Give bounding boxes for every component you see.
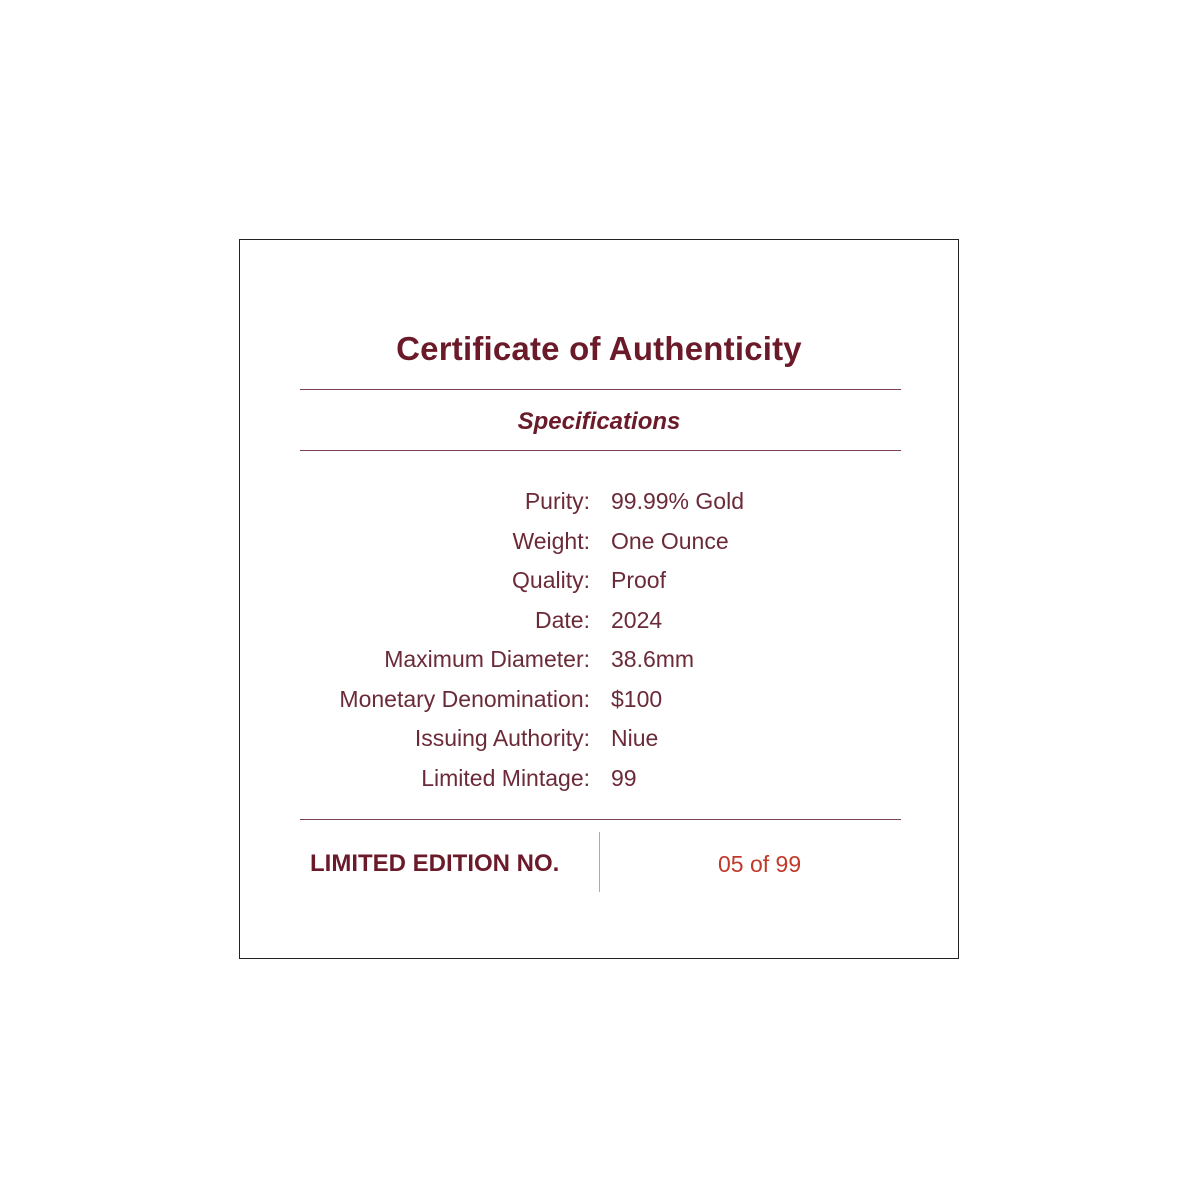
spec-label: Issuing Authority:	[414, 725, 590, 751]
spec-label: Monetary Denomination:	[339, 685, 590, 712]
specifications-heading: Specifications	[517, 408, 681, 435]
spec-value: Proof	[611, 567, 666, 593]
spec-row-weight	[240, 528, 960, 568]
spec-row-purity	[240, 488, 960, 528]
certificate-card	[239, 239, 959, 959]
spec-value: 38.6mm	[611, 646, 695, 672]
edition-vertical-divider	[599, 832, 600, 892]
spec-value: $100	[611, 685, 663, 712]
limited-edition-number: 05 of 99	[718, 851, 802, 877]
spec-label: Weight:	[512, 527, 590, 554]
spec-row-date	[240, 607, 960, 647]
spec-label: Purity:	[524, 488, 590, 514]
spec-row-quality	[240, 567, 960, 607]
spec-row-maximum-diameter	[240, 646, 960, 686]
spec-value: Niue	[611, 725, 659, 751]
spec-value: 2024	[611, 606, 663, 633]
specifications-divider	[300, 450, 901, 451]
spec-label: Maximum Diameter:	[384, 646, 590, 672]
edition-divider-line	[300, 819, 901, 820]
spec-label: Date:	[535, 606, 590, 633]
spec-row-monetary-denomination	[240, 686, 960, 726]
spec-value: One Ounce	[611, 527, 729, 554]
spec-row-limited-mintage	[240, 765, 960, 805]
spec-value: 99.99% Gold	[611, 488, 744, 514]
certificate-title: Certificate of Authenticity	[396, 330, 802, 367]
spec-row-issuing-authority	[240, 725, 960, 765]
spec-value: 99	[611, 764, 637, 791]
limited-edition-label: LIMITED EDITION NO.	[310, 850, 560, 877]
specifications-list	[240, 488, 960, 804]
spec-label: Limited Mintage:	[421, 764, 590, 791]
spec-label: Quality:	[512, 567, 590, 593]
title-divider	[300, 389, 901, 390]
